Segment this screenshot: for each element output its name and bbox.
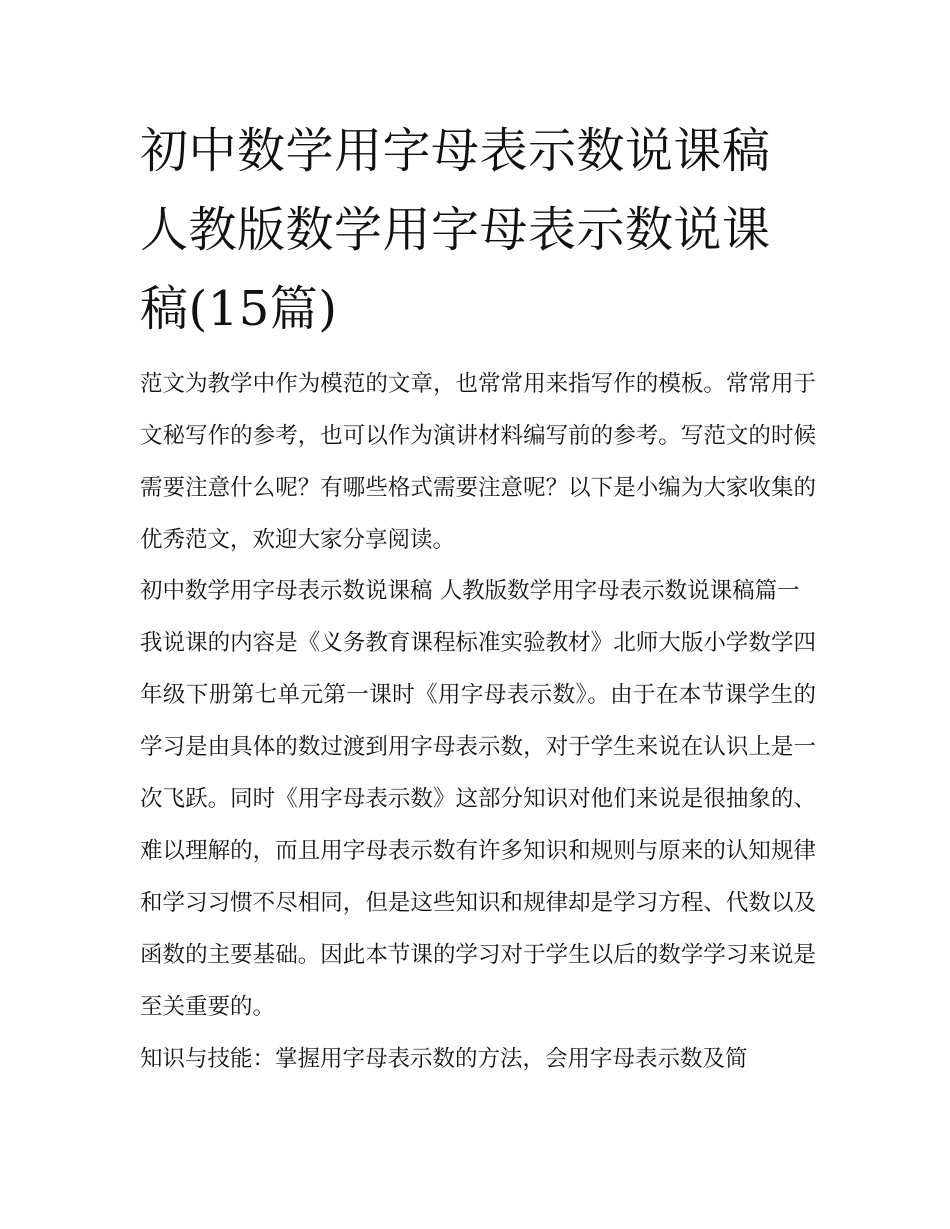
body-paragraph: 我说课的内容是《义务教育课程标准实验教材》北师大版小学数学四年级下册第七单元第一课时《用字母表示数》。由于在本节课学生的学习是由具体的数过渡到用字母表示数，对于学生来说在认识上是一次飞跃。同时《用字母表示数》这部分知识对他们来说是很抽象的、难以理解的，而且用字母表示数有许多知识和规则与原来的认知规律和学习习惯不尽相同，但是这些知识和规律却是学习方程、代数以及函数的主要基础。因此本节课的学习对于学生以后的数学学习来说是至关重要的。 xyxy=(140,630,816,1020)
document-page xyxy=(140,112,816,1085)
body-paragraph-truncated: 知识与技能：掌握用字母表示数的方法，会用字母表示数及简 xyxy=(140,1046,748,1072)
section-heading: 初中数学用字母表示数说课稿 人教版数学用字母表示数说课稿篇一 xyxy=(140,578,800,604)
intro-paragraph: 范文为教学中作为模范的文章，也常常用来指写作的模板。常常用于文秘写作的参考，也可以作为演讲材料编写前的参考。写范文的时候需要注意什么呢？有哪些格式需要注意呢？以下是小编为大家收集的优秀范文，欢迎大家分享阅读。 xyxy=(140,371,816,553)
document-title: 初中数学用字母表示数说课稿 人教版数学用字母表示数说课稿(15篇) xyxy=(140,123,771,337)
